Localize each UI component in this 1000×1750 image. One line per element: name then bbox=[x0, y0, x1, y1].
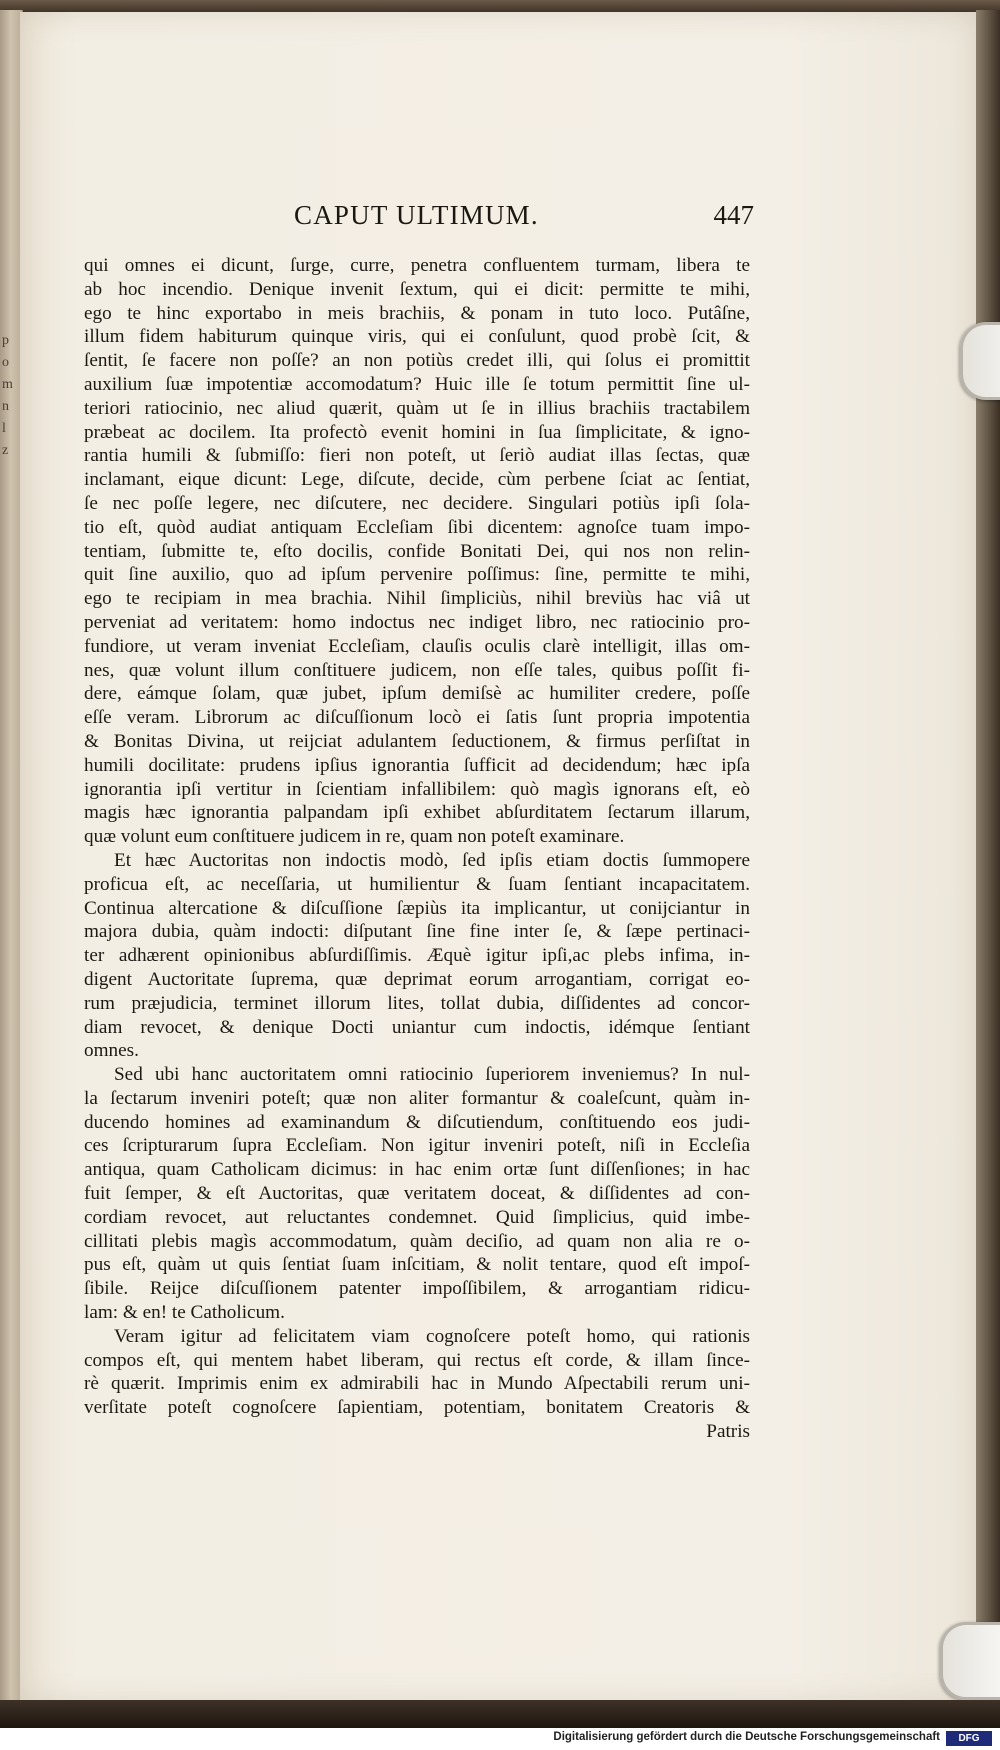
text-line: qui omnes ei dicunt, ſurge, curre, penetra confluentem turmam, libera te bbox=[84, 255, 750, 276]
running-head: CAPUT ULTIMUM. bbox=[294, 200, 539, 230]
catchword: Patris bbox=[706, 1421, 750, 1443]
text-line: ſibile. Reijce diſcuſſionem patenter impoſſibilem, & arrogantiam ridicu- bbox=[84, 1278, 750, 1300]
top-page-clip bbox=[960, 322, 1000, 400]
text-line: ſe nec poſſe legere, nec diſcutere, nec decidere. Singulari potiùs ipſi ſola- bbox=[84, 492, 750, 514]
funding-credit: Digitalisierung gefördert durch die Deutsche Forschungsgemeinschaft bbox=[553, 1731, 940, 1743]
bottom-page-clip bbox=[940, 1622, 1000, 1700]
text-line: omnes. bbox=[84, 1040, 139, 1062]
left-edge-letter: o bbox=[2, 355, 8, 370]
text-line: tio eſt, quòd audiat antiquam Eccleſiam ſibi dicentem: agnoſce tuam impo- bbox=[84, 516, 750, 538]
text-line: & Bonitas Divina, ut reijciat adulantem ſeductionem, & firmus perſiſtat in bbox=[84, 730, 750, 752]
text-line: quæ volunt eum conſtituere judicem in re, quam non poteſt examinare. bbox=[84, 826, 625, 848]
text-line: ego te hinc exportabo in meis brachiis, & ponam in tuto loco. Putâſne, bbox=[84, 302, 750, 324]
text-line: Et hæc Auctoritas non indoctis modò, ſed ipſis etiam doctis ſummopere bbox=[114, 849, 750, 871]
text-line: ces ſcripturarum ſupra Eccleſiam. Non igitur inveniri poteſt, niſi in Eccleſia bbox=[84, 1135, 750, 1157]
text-line: rantia humili & ſubmiſſo: fieri non poteſt, ut ſeriò audiat illas ſectas, quæ bbox=[84, 445, 750, 467]
text-line: Continua altercatione & diſcuſſione ſæpiùs ita implicantur, ut conijciantur in bbox=[84, 897, 750, 919]
text-line: Sed ubi hanc auctoritatem omni ratiocinio ſuperiorem inveniemus? In nul- bbox=[114, 1064, 750, 1086]
text-line: lam: & en! te Catholicum. bbox=[84, 1302, 285, 1324]
text-line: diam revocet, & denique Docti uniantur cum indoctis, idémque ſentiant bbox=[84, 1016, 750, 1038]
right-binding-edge bbox=[976, 10, 1000, 1702]
text-line: ab hoc incendio. Denique invenit ſextum, qui ei dicit: permitte te mihi, bbox=[84, 278, 750, 300]
scan-bottom-edge bbox=[0, 1700, 1000, 1728]
text-line: verſitate poteſt cognoſcere ſapientiam, potentiam, bonitatem Creatoris & bbox=[84, 1397, 750, 1419]
text-line: pus eſt, quàm ut quis ſentiat ſuam inſcitiam, & nolit tentare, quod eſt impoſ- bbox=[84, 1254, 750, 1276]
page-number: 447 bbox=[713, 200, 754, 230]
text-line: magis hæc ignorantia palpandam ipſi exhibet abſurditatem ſectarum illarum, bbox=[84, 802, 750, 824]
left-edge-letter: n bbox=[2, 399, 8, 414]
text-line: digent Auctoritate ſuprema, quæ deprimat eorum arrogantiam, corrigat eo- bbox=[84, 968, 750, 990]
text-line: antiqua, quam Catholicam dicimus: in hac enim ortæ ſunt diſſenſiones; in hac bbox=[84, 1159, 750, 1181]
text-line: fuit ſemper, & eſt Auctoritas, quæ veritatem doceat, & diſſidentes ad con- bbox=[84, 1183, 750, 1205]
text-line: humili docilitate: prudens ipſius ignorantia ſufficit ad decidendum; hæc ipſa bbox=[84, 754, 750, 776]
text-line: præbeat ac docilem. Ita profectò evenit homini in ſua ſimplicitate, & igno- bbox=[84, 421, 750, 443]
left-edge-letters bbox=[2, 330, 18, 462]
page-header bbox=[84, 200, 754, 240]
digitization-footer bbox=[0, 1728, 1000, 1750]
text-line: rè quærit. Imprimis enim ex admirabili hac in Mundo Aſpectabili rerum uni- bbox=[84, 1373, 750, 1395]
text-line: quit ſine auxilio, quo ad ipſum pervenire poſſimus: ſine, permitte te mihi, bbox=[84, 564, 750, 586]
text-line: auxilium ſuæ impotentiæ accomodatum? Huic ille ſe totum permittit ſine ul- bbox=[84, 373, 750, 395]
text-line: ignorantia ipſi vertitur in ſcientiam infallibilem: quò magìs ignorans eſt, eò bbox=[84, 778, 750, 800]
left-edge-letter: p bbox=[2, 333, 8, 348]
text-line: cillitati plebis magìs accommodatum, quàm deciſio, ad quam non alia re o- bbox=[84, 1230, 750, 1252]
left-edge-letter: m bbox=[2, 377, 12, 392]
text-line: inclamant, eique dicunt: Lege, diſcute, decide, cùm perbene ſciat ac ſentiat, bbox=[84, 469, 750, 491]
text-line: compos eſt, qui mentem habet liberam, qui rectus eſt corde, & illam ſince- bbox=[84, 1349, 750, 1371]
left-edge-letter: l bbox=[2, 421, 5, 436]
text-line: nes, quæ volunt illum conſtituere judicem, non eſſe tales, quibus poſſit fi- bbox=[84, 659, 750, 681]
text-line: rum præjudicia, terminet illorum lites, tollat dubia, diſſidentes ad concor- bbox=[84, 992, 750, 1014]
dfg-logo: DFG bbox=[946, 1731, 992, 1746]
text-line: ducendo homines ad examinandum & diſcutiendum, conſtituendo eos judi- bbox=[84, 1111, 750, 1133]
text-line: ego te recipiam in mea brachia. Nihil ſimpliciùs, nihil breviùs hac viâ ut bbox=[84, 588, 750, 610]
text-line: ter adhærent opinionibus abſurdiſſimis. Æquè igitur ipſi,ac plebs infima, in- bbox=[84, 945, 750, 967]
text-line: ſentit, ſe facere non poſſe? an non potiùs credet illi, qui ſolus ei promittit bbox=[84, 350, 750, 372]
text-line: la ſectarum inveniri poteſt; quæ non aliter formantur & coaleſcunt, quàm in- bbox=[84, 1087, 750, 1109]
text-line: perveniat ad veritatem: homo indoctus nec indiget libro, nec ratiocinio pro- bbox=[84, 611, 750, 633]
text-line: illum fidem habiturum quinque viris, qui ei conſulunt, quod probè ſcit, & bbox=[84, 326, 750, 348]
text-line: tentiam, ſubmitte te, eſto docilis, confide Bonitati Dei, qui nos non relin- bbox=[84, 540, 750, 562]
text-line: eſſe veram. Librorum ac diſcuſſionum locò ei ſatis ſunt propria impotentia bbox=[84, 707, 750, 729]
left-edge-letter: z bbox=[2, 443, 8, 458]
text-line: Veram igitur ad felicitatem viam cognoſcere poteſt homo, qui rationis bbox=[114, 1325, 750, 1347]
text-line: teriori ratiocinio, nec aliud quærit, quàm ut ſe in illius brachiis tractabilem bbox=[84, 397, 750, 419]
text-line: proficua eſt, ac neceſſaria, ut humilientur & ſuam ſentiant incapacitatem. bbox=[84, 873, 750, 895]
text-line: fundiore, ut veram inveniat Eccleſiam, clauſis oculis clarè intelligit, illas om- bbox=[84, 635, 750, 657]
body-text bbox=[84, 254, 750, 1444]
text-line: majora dubia, quàm indocti: diſputant ſine fine inter ſe, & ſæpe pertinaci- bbox=[84, 921, 750, 943]
text-line: cordiam revocet, aut reluctantes condemnet. Quid ſimplicius, quid imbe- bbox=[84, 1206, 750, 1228]
text-line: dere, eámque ſolam, quæ jubet, ipſum demiſsè ac humiliter credere, poſſe bbox=[84, 683, 750, 705]
